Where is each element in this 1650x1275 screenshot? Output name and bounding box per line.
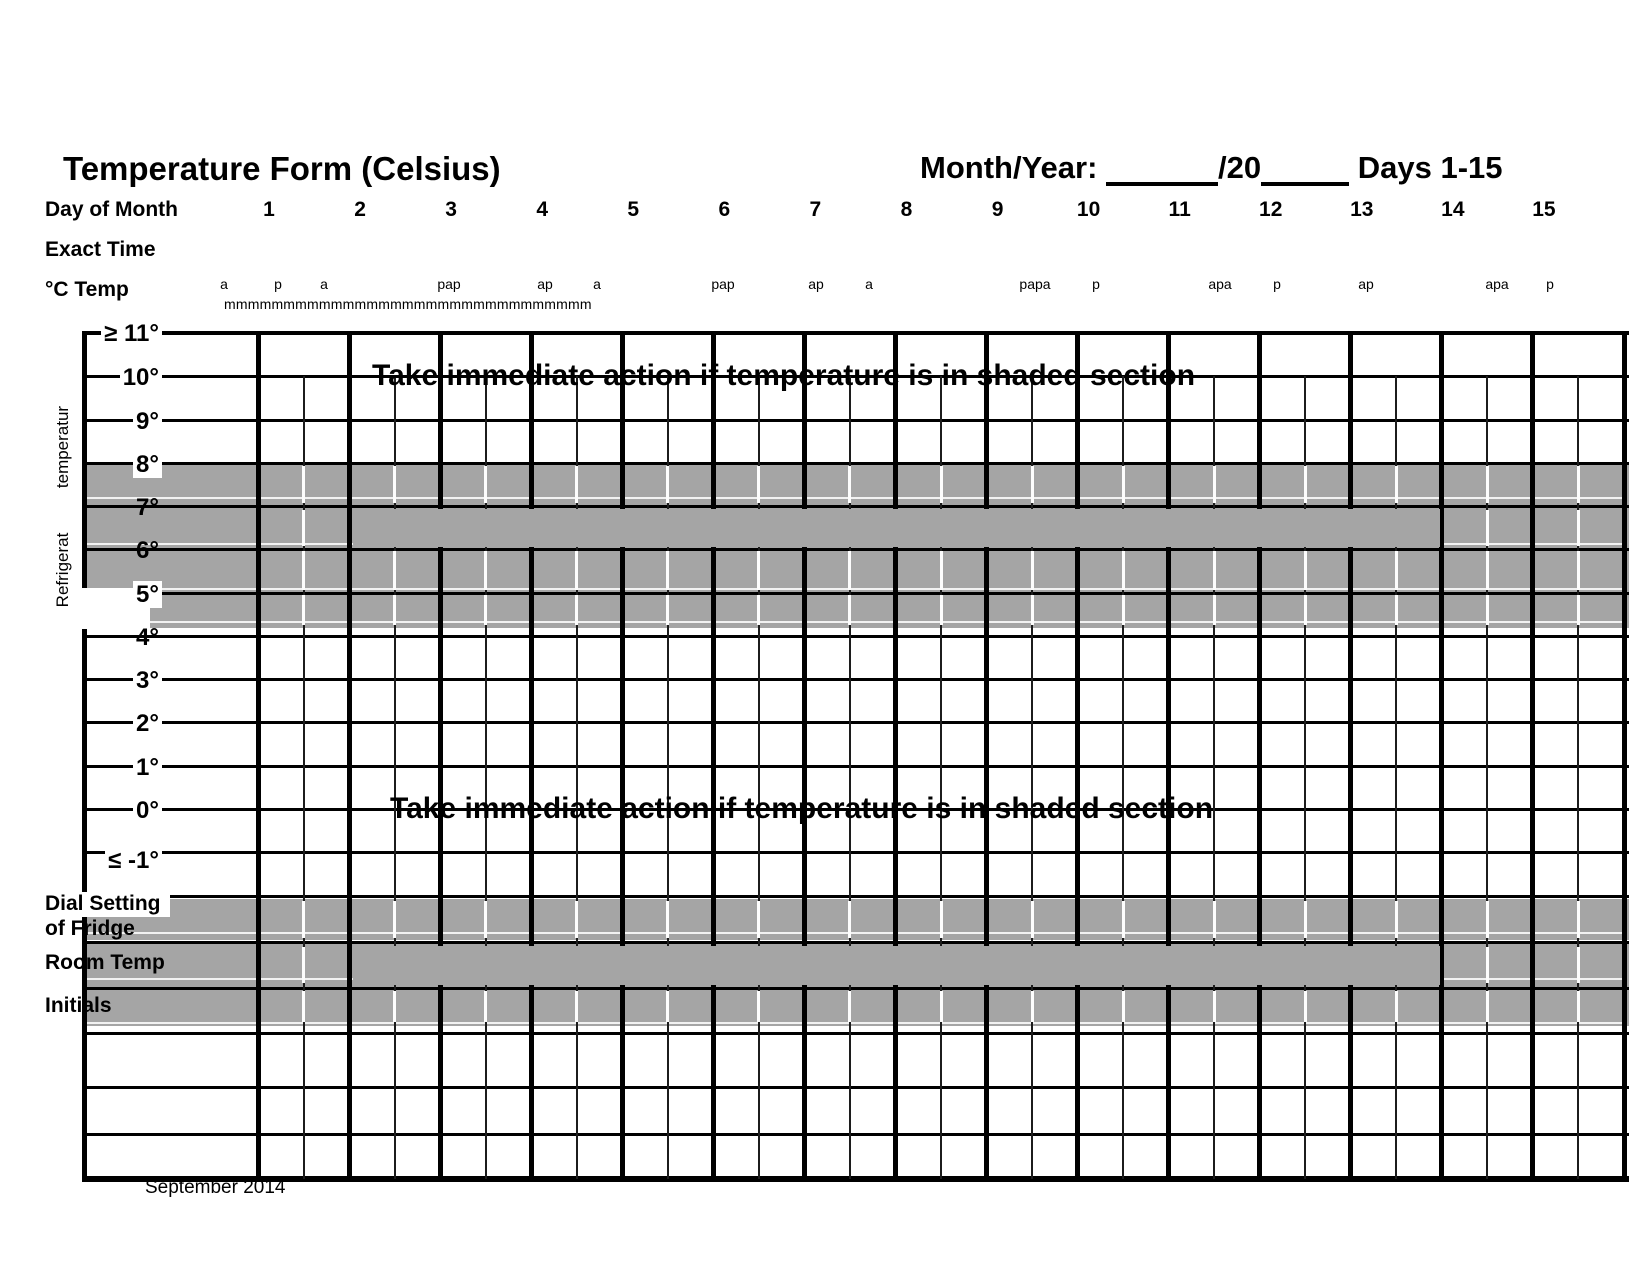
temp-grid-line	[82, 331, 1629, 335]
band-divider-tick	[302, 991, 305, 1022]
band-divider-tick	[1122, 991, 1125, 1022]
band-divider-tick	[1577, 947, 1580, 983]
band-divider-tick	[848, 901, 851, 938]
band-divider-tick	[575, 595, 578, 625]
dial-setting-label-line1: Dial Setting	[45, 892, 161, 915]
day-number: 4	[536, 198, 549, 221]
days-range-label: Days 1-15	[1357, 150, 1503, 185]
band-hairline	[82, 1022, 1624, 1024]
day-boundary-line	[1348, 333, 1353, 1179]
temp-scale-label	[42, 797, 162, 825]
day-number: 2	[354, 198, 366, 221]
ampm-token: ap	[537, 276, 553, 292]
band-divider-tick	[1486, 947, 1489, 983]
temp-scale-label-text: 5°	[133, 581, 162, 608]
day-boundary-line	[347, 333, 352, 1179]
ampm-token: ap	[1358, 276, 1374, 292]
day-boundary-line	[256, 333, 261, 1179]
band-divider-tick	[940, 551, 943, 590]
band-divider-tick	[1486, 595, 1489, 625]
temp-scale-label	[42, 320, 162, 348]
day-boundary-line	[529, 333, 534, 1179]
band-divider-tick	[575, 466, 578, 503]
band-divider-tick	[393, 551, 396, 590]
day-boundary-line	[1439, 333, 1444, 1179]
band-divider-tick	[1213, 466, 1216, 503]
ampm-token: a	[220, 276, 228, 292]
band-divider-tick	[1395, 901, 1398, 938]
day-number: 12	[1259, 198, 1283, 221]
day-number: 5	[627, 198, 640, 221]
band-divider-tick	[666, 901, 669, 938]
temp-scale-label-text: ≤ -1°	[105, 847, 162, 874]
band-divider-tick	[302, 510, 305, 546]
revision-date: September 2014	[145, 1177, 286, 1198]
ampm-token: apa	[1208, 276, 1232, 292]
day-number: 1	[263, 198, 275, 221]
band-hairline	[82, 588, 1624, 590]
day-number: 13	[1350, 198, 1374, 221]
band-divider-tick	[666, 551, 669, 590]
band-hairline	[82, 497, 1624, 499]
band-divider-tick	[1577, 551, 1580, 590]
band-divider-tick	[1122, 551, 1125, 590]
band-divider-tick	[302, 595, 305, 625]
temp-scale-label	[42, 624, 162, 652]
band-divider-tick	[1213, 551, 1216, 590]
band-divider-tick	[1031, 466, 1034, 503]
day-boundary-line	[893, 333, 898, 1179]
band-divider-tick	[940, 901, 943, 938]
band-divider-tick	[666, 991, 669, 1022]
temp-scale-label-text: 9°	[133, 408, 162, 435]
ampm-token: a	[320, 276, 328, 292]
band-divider-tick	[1122, 901, 1125, 938]
band-divider-tick	[484, 595, 487, 625]
side-label-temperature: temperatur	[53, 405, 72, 489]
band-divider-tick	[1577, 901, 1580, 938]
band-divider-tick	[1395, 551, 1398, 590]
band-divider-tick	[575, 901, 578, 938]
band-divider-tick	[848, 466, 851, 503]
band-divider-tick	[302, 947, 305, 983]
temp-scale-label-text: 7°	[136, 494, 159, 521]
day-number: 8	[900, 198, 913, 221]
ampm-token: pap	[437, 276, 461, 292]
band-divider-tick	[848, 991, 851, 1022]
warning-bottom: Take immediate action if temperature is in shaded section	[390, 792, 1214, 825]
day-number: 10	[1076, 198, 1101, 221]
band-divider-tick	[940, 991, 943, 1022]
ampm-token: pap	[711, 276, 735, 292]
band-divider-tick	[757, 991, 760, 1022]
band-divider-tick	[1304, 466, 1307, 503]
ampm-token: a	[593, 276, 601, 292]
band-divider-tick	[757, 595, 760, 625]
temp-scale-label-text: 8°	[133, 451, 162, 478]
band-divider-tick	[1486, 510, 1489, 546]
day-number: 3	[445, 198, 457, 221]
band-divider-tick	[484, 901, 487, 938]
temp-scale-label-text: 3°	[133, 667, 162, 694]
ampm-token: ap	[808, 276, 824, 292]
band-divider-tick	[1486, 991, 1489, 1022]
band-divider-tick	[666, 466, 669, 503]
band-divider-tick	[1395, 991, 1398, 1022]
day-boundary-line	[438, 333, 443, 1179]
band-divider-tick	[1031, 551, 1034, 590]
exact-time-label: Exact Time	[45, 238, 156, 261]
day-boundary-line	[1166, 333, 1171, 1179]
day-number: 15	[1532, 198, 1556, 221]
band-divider-tick	[302, 551, 305, 590]
band-divider-tick	[940, 466, 943, 503]
band-divider-tick	[575, 551, 578, 590]
temp-scale-label	[42, 847, 162, 875]
ampm-token: p	[274, 276, 282, 292]
day-boundary-line	[711, 333, 716, 1179]
temp-scale-label-text: 0°	[133, 797, 162, 824]
band-divider-tick	[1577, 510, 1580, 546]
band-divider-tick	[1486, 901, 1489, 938]
day-of-month-label: Day of Month	[45, 198, 178, 221]
band-divider-tick	[1577, 595, 1580, 625]
month-year-label: Month/Year:	[920, 150, 1098, 185]
band-divider-tick	[1122, 466, 1125, 503]
day-number: 7	[809, 198, 822, 221]
month-blank-line[interactable]	[1106, 152, 1218, 186]
temp-scale-label	[42, 754, 162, 782]
temp-unit-label: °C Temp	[45, 278, 129, 301]
band-divider-tick	[1213, 595, 1216, 625]
band-divider-tick	[393, 901, 396, 938]
band-divider-tick	[1031, 901, 1034, 938]
ampm-token: apa	[1485, 276, 1509, 292]
day-boundary-line	[802, 333, 807, 1179]
ampm-token: p	[1092, 276, 1100, 292]
temp-scale-label-text: 10°	[120, 364, 162, 391]
warning-top: Take immediate action if temperature is in shaded section	[372, 359, 1196, 392]
temp-scale-label-text: ≥ 11°	[101, 320, 162, 347]
temp-scale-label	[42, 710, 162, 738]
year-blank-line[interactable]	[1261, 152, 1349, 186]
solid-shaded-strip	[353, 509, 1440, 547]
band-divider-tick	[1304, 901, 1307, 938]
band-divider-tick	[1395, 595, 1398, 625]
band-divider-tick	[484, 551, 487, 590]
band-divider-tick	[757, 551, 760, 590]
ampm-token: a	[865, 276, 873, 292]
band-divider-tick	[940, 595, 943, 625]
side-label-refrigerator: Refrigerat	[53, 532, 72, 608]
band-hairline	[82, 621, 1624, 623]
day-number: 14	[1441, 198, 1465, 221]
band-divider-tick	[666, 595, 669, 625]
ampm-m-run: mmmmmmmmmmmmmmmmmmmmmmmmmmmmmmm	[224, 296, 592, 312]
band-divider-tick	[1031, 595, 1034, 625]
band-divider-tick	[575, 991, 578, 1022]
band-divider-tick	[757, 466, 760, 503]
temp-scale-label-text: 6°	[136, 537, 159, 564]
band-divider-tick	[848, 595, 851, 625]
band-divider-tick	[1122, 595, 1125, 625]
band-divider-tick	[1486, 466, 1489, 503]
band-divider-tick	[757, 901, 760, 938]
day-boundary-line	[620, 333, 625, 1179]
band-divider-tick	[302, 466, 305, 503]
band-divider-tick	[1213, 901, 1216, 938]
ampm-token: p	[1546, 276, 1554, 292]
temp-scale-label-text: 4°	[136, 624, 159, 651]
day-number: 9	[991, 198, 1004, 221]
band-divider-tick	[393, 466, 396, 503]
day-boundary-line	[1530, 333, 1535, 1179]
day-boundary-line	[1075, 333, 1080, 1179]
band-divider-tick	[1304, 551, 1307, 590]
band-divider-tick	[393, 991, 396, 1022]
solid-shaded-strip	[353, 946, 1440, 985]
room-temp-label: Room Temp	[45, 951, 165, 974]
ampm-token: papa	[1019, 276, 1051, 292]
temp-scale-label-text: 1°	[133, 754, 162, 781]
band-divider-tick	[1031, 991, 1034, 1022]
day-number: 6	[718, 198, 731, 221]
temp-scale-label	[42, 364, 162, 392]
day-boundary-line	[1257, 333, 1262, 1179]
day-number: 11	[1168, 198, 1191, 221]
month-year-line	[920, 150, 1503, 186]
band-divider-tick	[1577, 466, 1580, 503]
day-boundary-line	[984, 333, 989, 1179]
year-prefix: /20	[1218, 150, 1262, 185]
day-boundary-line	[1622, 333, 1627, 1179]
page-title: Temperature Form (Celsius)	[63, 150, 501, 187]
initials-label: Initials	[45, 994, 112, 1017]
band-divider-tick	[393, 595, 396, 625]
temp-scale-label	[42, 667, 162, 695]
temp-scale-label-text: 2°	[133, 710, 162, 737]
band-divider-tick	[484, 991, 487, 1022]
band-divider-tick	[484, 466, 487, 503]
band-hairline	[82, 932, 1624, 934]
band-divider-tick	[1395, 466, 1398, 503]
dial-setting-label-line2: of Fridge	[45, 917, 135, 940]
band-divider-tick	[302, 901, 305, 938]
ampm-token: p	[1273, 276, 1281, 292]
band-divider-tick	[1304, 991, 1307, 1022]
band-divider-tick	[1213, 991, 1216, 1022]
band-divider-tick	[848, 551, 851, 590]
band-divider-tick	[1304, 595, 1307, 625]
band-divider-tick	[1486, 551, 1489, 590]
band-divider-tick	[1577, 991, 1580, 1022]
